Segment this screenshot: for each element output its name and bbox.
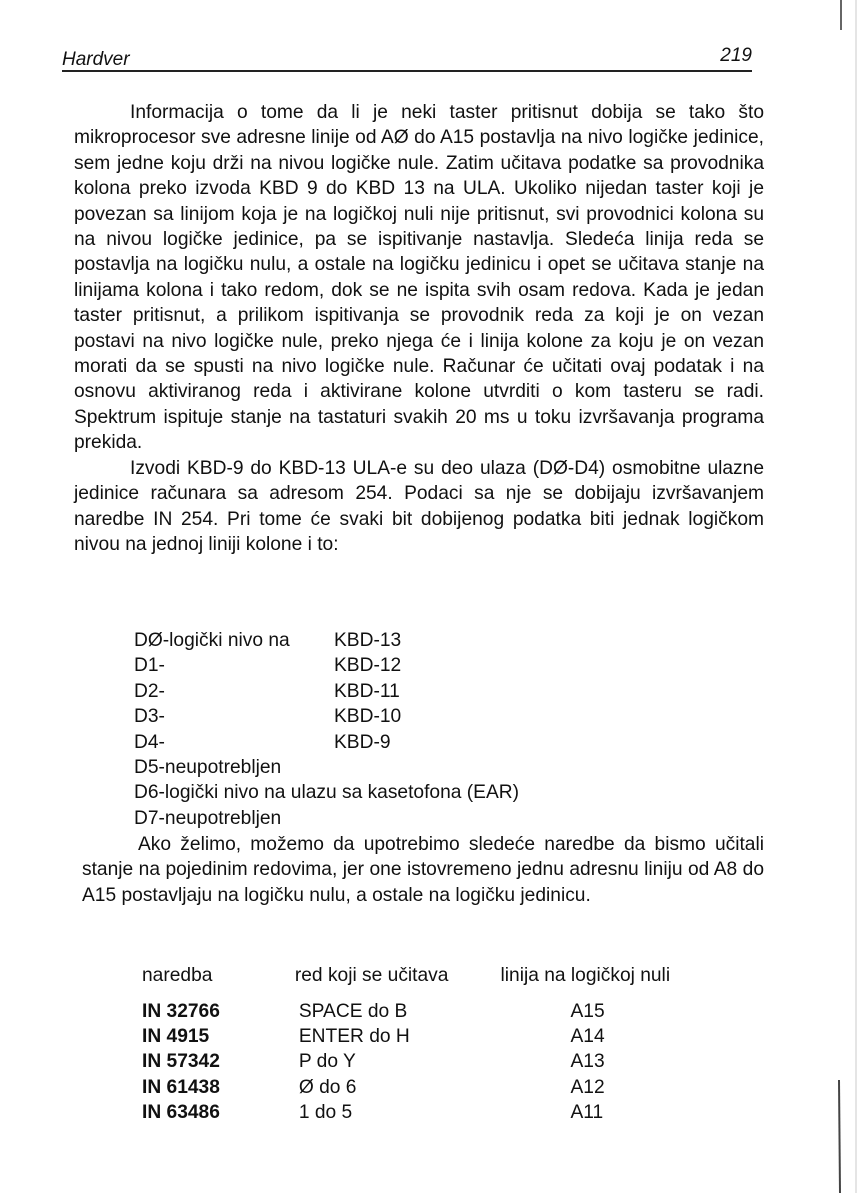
kbd-pin: KBD-10: [334, 706, 402, 728]
io-mapping-row: [134, 628, 694, 653]
line-cell: A13: [570, 1051, 605, 1073]
command-cell: IN 32766: [142, 1000, 220, 1022]
line-cell: A14: [570, 1026, 605, 1048]
data-bit: D4-: [134, 731, 165, 753]
kbd-pin: KBD-9: [334, 731, 391, 753]
table-row: [142, 1050, 742, 1075]
section-title: Hardver: [62, 49, 130, 70]
command-cell: IN 61438: [142, 1076, 220, 1098]
body-text: [74, 100, 764, 557]
row-cell: 1 do 5: [298, 1102, 353, 1124]
line-cell: A12: [570, 1076, 605, 1098]
row-cell: Ø do 6: [298, 1076, 357, 1098]
io-bit-mapping-list: [134, 628, 694, 831]
table-row: [142, 1024, 742, 1049]
header-rule: [62, 70, 752, 72]
paragraph: Izvodi KBD-9 do KBD-13 ULA-e su deo ulaza (DØ-D4) osmobitne ulazne jedinice računara sa adresom 254. Podaci sa nje se dobijaju izvršavanjem naredbe IN 254. Pri tome će svaki bit dobijenog podatka biti jednak logičkom nivou na jednoj liniji kolone i to:: [74, 457, 764, 555]
command-cell: IN 63486: [142, 1102, 220, 1124]
scan-edge-artifact: [818, 0, 858, 1193]
data-bit-description: D5-neupotrebljen: [134, 756, 282, 778]
data-bit-description: D7-neupotrebljen: [134, 807, 282, 829]
data-bit: DØ-logički nivo na: [134, 630, 290, 651]
line-cell: A11: [570, 1102, 604, 1124]
line-cell: A15: [570, 1000, 605, 1022]
kbd-pin: KBD-13: [334, 630, 402, 651]
column-header: red koji se učitava: [294, 965, 449, 986]
running-header: [62, 45, 752, 73]
io-mapping-row: [134, 780, 694, 805]
data-bit-description: D6-logički nivo na ulazu sa kasetofona (EAR): [134, 782, 520, 804]
data-bit: D3-: [134, 706, 165, 728]
paragraph: Informacija o tome da li je neki taster pritisnut dobija se tako što mikroprocesor sve adresne linije od AØ do A15 postavlja na nivo logičke jedinice, sem jedne koju drži na nivou logičke nule. Zatim učitava podatke sa provodnika kolona preko izvoda KBD 9 do KBD 13 na ULA. Ukoliko nijedan taster koji je povezan sa linijom koja je na logičkoj nuli nije pritisnut, svi provodnici kolona su na nivou logičke jedinice, pa se ispitivanje nastavlja. Sledeća linija reda se postavlja na logičku nulu, a ostale na logičku jedinicu i opet se učitava stanje na linijama kolona i tako redom, dok se ne ispita svih osam redova. Kada je jedan taster pritisnut, a prilikom ispitivanja se provodnik reda za koji je on vezan postavi na nivo logičke nule, preko njega će i linija kolone za koju je on vezan morati da se spusti na nivo logičke nule. Računar će učitati ovaj podatak i na osnovu aktiviranog reda i aktivirane kolone utvrditi o kom tasteru se radi. Spektrum ispituje stanje na tastaturi svakih 20 ms u toku izvršavanja programa prekida.: [74, 102, 764, 454]
table-row: [142, 999, 742, 1024]
table-row: [142, 1101, 742, 1126]
column-header: naredba: [142, 965, 213, 986]
row-cell: ENTER do H: [298, 1026, 410, 1048]
io-mapping-row: [134, 755, 694, 780]
kbd-pin: KBD-12: [334, 655, 402, 677]
io-mapping-row: [134, 730, 694, 755]
command-table: [142, 965, 742, 1126]
io-mapping-row: [134, 679, 694, 704]
row-cell: SPACE do B: [298, 1000, 408, 1022]
page-number: 219: [720, 45, 752, 66]
command-cell: IN 4915: [142, 1026, 210, 1048]
command-cell: IN 57342: [142, 1051, 220, 1073]
table-row: [142, 1075, 742, 1100]
io-mapping-row: [134, 653, 694, 678]
kbd-pin: KBD-11: [334, 680, 400, 702]
io-mapping-row: [134, 806, 694, 831]
paragraph: Ako želimo, možemo da upotrebimo sledeće naredbe da bismo učitali stanje na pojedinim redovima, jer one istovremeno jednu adresnu liniju od A8 do A15 postavljaju na logičku nulu, a ostale na logičku jedinicu.: [82, 834, 764, 906]
table-header-row: [142, 965, 742, 999]
row-cell: P do Y: [298, 1051, 356, 1073]
io-mapping-row: [134, 704, 694, 729]
column-header: linija na logičkoj nuli: [500, 965, 671, 986]
data-bit: D2-: [134, 680, 165, 702]
data-bit: D1-: [134, 655, 165, 677]
